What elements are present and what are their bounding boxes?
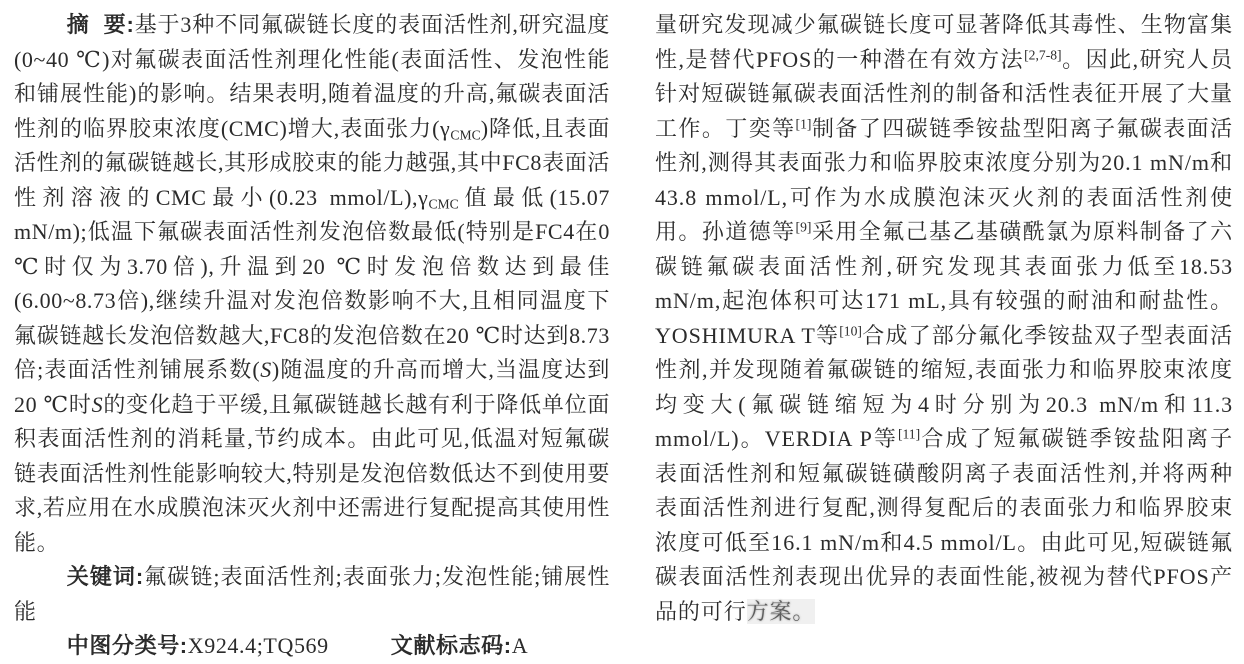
classification-line (14, 629, 610, 664)
clc-value: X924.4;TQ569 (187, 633, 329, 658)
keywords-paragraph (14, 560, 610, 629)
clc-label: 中图分类号: (66, 633, 188, 658)
abstract-paragraph (14, 8, 610, 560)
body-text: 量研究发现减少氟碳链长度可显著降低其毒性、生物富集性,是替代PFOS的一种潜在有效方法[2,7-8]。因此,研究人员针对短碳链氟碳表面活性剂的制备和活性表征开展了大量工作。丁奕等[1]制备了四碳链季铵盐型阳离子氟碳表面活性剂,测得其表面张力和临界胶束浓度分别为20.1 mN/m和43.8 mmol/L,可作为水成膜泡沫灭火剂的表面活性剂使用。孙道德等[9]采用全氟己基乙基磺酰氯为原料制备了六碳链氟碳表面活性剂,研究发现其表面张力低至18.53 mN/m,起泡体积可达171 mL,具有较强的耐油和耐盐性。YOSHIMURA T等[10]合成了部分氟化季铵盐双子型表面活性剂,并发现随着氟碳链的缩短,表面张力和临界胶束浓度均变大(氟碳链缩短为4时分别为20.3 mN/m和11.3 mmol/L)。VERDIA P等[11]合成了短氟碳链季铵盐阳离子表面活性剂和短氟碳链磺酸阴离子表面活性剂,并将两种表面活性剂进行复配,测得复配后的表面张力和临界胶束浓度可低至16.1 mN/m和4.5 mmol/L。由此可见,短碳链氟碳表面活性剂表现出优异的表面性能,被视为替代PFOS产品的可行方案。 (655, 12, 1234, 624)
doc-code-label: 文献标志码: (390, 633, 512, 658)
abstract-label: 摘 要: (66, 12, 135, 37)
doc-code-value: A (511, 633, 529, 658)
left-column (14, 0, 610, 664)
abstract-text: 基于3种不同氟碳链长度的表面活性剂,研究温度(0~40 ℃)对氟碳表面活性剂理化性能(表面活性、发泡性能和铺展性能)的影响。结果表明,随着温度的升高,氟碳表面活性剂的临界胶束浓度(CMC)增大,表面张力$(\gamma_{CMC})$降低,且表面活性剂的氟碳链越长,其形成胶束的能力越强,其中FC8表面活性剂溶液的CMC最小(0.23 mmol/$L),\gamma_{CMC}$值最低(15.07 mN/m);低温下氟碳表面活性剂发泡倍数最低(特别是FC4在0 ℃时仅为3.70倍),升温到20 ℃时发泡倍数达到最佳(6.00~8.73倍),继续升温对发泡倍数影响不大,且相同温度下氟碳链越长发泡倍数越大,FC8的发泡倍数在20 ℃时达到8.73倍;表面活性剂铺展系数(S)随温度的升高而增大,当温度达到20 ℃时S的变化趋于平缓,且氟碳链越长越有利于降低单位面积表面活性剂的消耗量,节约成本。由此可见,低温对短氟碳链表面活性剂性能影响较大,特别是发泡倍数低达不到使用要求,若应用在水成膜泡沫灭火剂中还需进行复配提高其使用性能。 (14, 12, 611, 555)
body-paragraph (655, 8, 1233, 629)
doc-code-group (391, 633, 528, 658)
keywords-label: 关键词: (66, 564, 144, 589)
keywords-text: 氟碳链;表面活性剂;表面张力;发泡性能;铺展性能 (14, 564, 610, 624)
right-column (655, 0, 1233, 629)
